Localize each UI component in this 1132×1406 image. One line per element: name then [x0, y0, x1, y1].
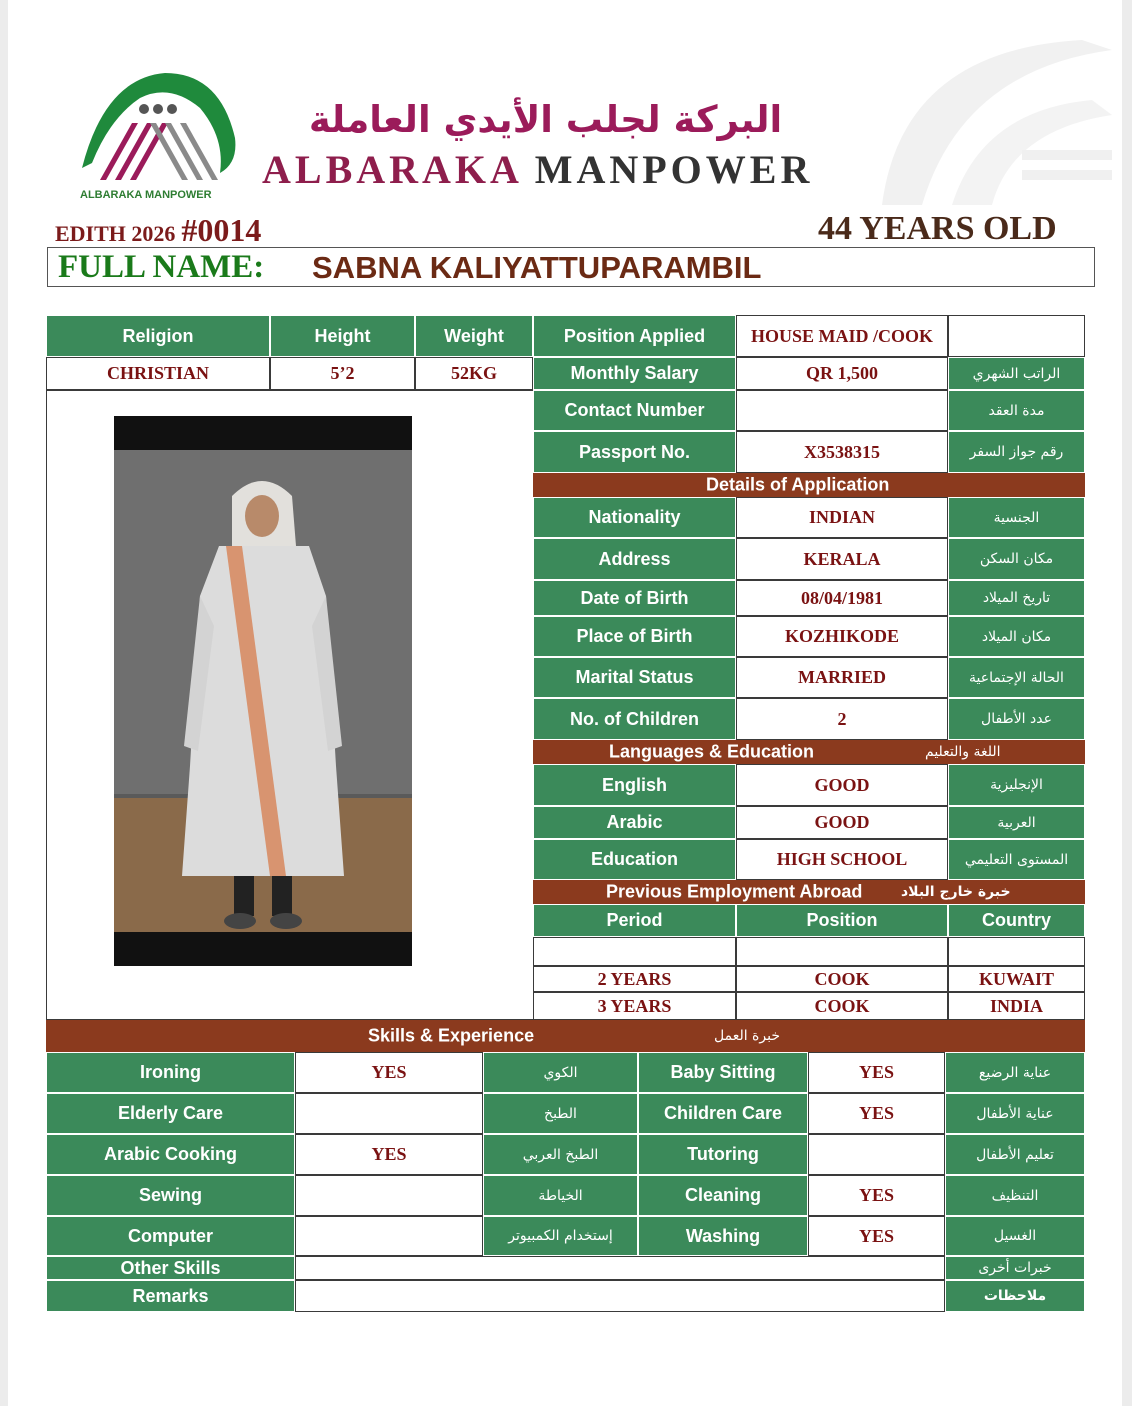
skill-sewing-label: Sewing	[46, 1175, 295, 1216]
employment-row-3-position: COOK	[736, 992, 948, 1020]
skill-baby-sitting-label: Baby Sitting	[638, 1052, 808, 1093]
address-value: KERALA	[736, 538, 948, 580]
nationality-value: INDIAN	[736, 497, 948, 538]
skills-section-header: Skills & Experience خبرة العمل	[46, 1020, 1085, 1052]
employment-row-1-position	[736, 937, 948, 966]
marital-status-arabic: الحالة الإجتماعية	[948, 657, 1085, 698]
height-header: Height	[270, 315, 415, 357]
remarks-arabic: ملاحظات	[945, 1280, 1085, 1312]
employment-row-3-country: INDIA	[948, 992, 1085, 1020]
company-arabic-name: البركة لجلب الأيدي العاملة	[308, 98, 783, 141]
address-arabic: مكان السكن	[948, 538, 1085, 580]
skill-cleaning-value: YES	[808, 1175, 945, 1216]
skill-tutoring-value	[808, 1134, 945, 1175]
skill-sewing-value	[295, 1175, 483, 1216]
skill-ironing-label: Ironing	[46, 1052, 295, 1093]
place-of-birth-arabic: مكان الميلاد	[948, 616, 1085, 657]
employment-row-1-period	[533, 937, 736, 966]
full-name-value: SABNA KALIYATTUPARAMBIL	[312, 250, 762, 285]
details-section-header: Details of Application	[533, 473, 1085, 497]
weight-value: 52KG	[415, 357, 533, 390]
children-arabic: عدد الأطفال	[948, 698, 1085, 740]
skill-computer-label: Computer	[46, 1216, 295, 1256]
skill-children-care-value: YES	[808, 1093, 945, 1134]
marital-status-label: Marital Status	[533, 657, 736, 698]
contact-number-label: Contact Number	[533, 390, 736, 431]
skill-arabic-cooking-arabic: الطبخ العربي	[483, 1134, 638, 1175]
languages-section-header: Languages & Education اللغة والتعليم	[533, 740, 1085, 764]
passport-label: Passport No.	[533, 431, 736, 473]
full-name-label: FULL NAME:	[58, 249, 265, 285]
skill-computer-value	[295, 1216, 483, 1256]
skill-ironing-arabic: الكوي	[483, 1052, 638, 1093]
english-label: English	[533, 764, 736, 806]
employment-row-3-period: 3 YEARS	[533, 992, 736, 1020]
weight-header: Weight	[415, 315, 533, 357]
candidate-photo	[114, 416, 412, 970]
english-arabic: الإنجليزية	[948, 764, 1085, 806]
place-of-birth-value: KOZHIKODE	[736, 616, 948, 657]
skill-tutoring-arabic: تعليم الأطفال	[945, 1134, 1085, 1175]
employment-section-header: Previous Employment Abroad خبرة خارج البلاد	[533, 880, 1085, 904]
position-applied-value: HOUSE MAID /COOK	[736, 315, 948, 357]
other-skills-label: Other Skills	[46, 1256, 295, 1280]
skill-cleaning-arabic: التنظيف	[945, 1175, 1085, 1216]
skill-elderly-care-value	[295, 1093, 483, 1134]
employment-row-2-position: COOK	[736, 966, 948, 992]
education-value: HIGH SCHOOL	[736, 839, 948, 880]
english-value: GOOD	[736, 764, 948, 806]
page-edge-left	[0, 0, 8, 1406]
watermark-logo	[842, 30, 1122, 210]
company-logo	[70, 68, 245, 208]
other-skills-arabic: خبرات أخرى	[945, 1256, 1085, 1280]
monthly-salary-value: QR 1,500	[736, 357, 948, 390]
employment-row-2-period: 2 YEARS	[533, 966, 736, 992]
education-label: Education	[533, 839, 736, 880]
monthly-salary-label: Monthly Salary	[533, 357, 736, 390]
address-label: Address	[533, 538, 736, 580]
skill-baby-sitting-value: YES	[808, 1052, 945, 1093]
height-value: 5’2	[270, 357, 415, 390]
remarks-label: Remarks	[46, 1280, 295, 1312]
arabic-language-label: Arabic	[533, 806, 736, 839]
contact-number-arabic: مدة العقد	[948, 390, 1085, 431]
skill-computer-arabic: إستخدام الكمبيوتر	[483, 1216, 638, 1256]
arabic-language-value: GOOD	[736, 806, 948, 839]
date-of-birth-label: Date of Birth	[533, 580, 736, 616]
skill-tutoring-label: Tutoring	[638, 1134, 808, 1175]
company-english-name: ALBARAKA MANPOWER	[262, 147, 814, 192]
employment-row-2-country: KUWAIT	[948, 966, 1085, 992]
skill-arabic-cooking-value: YES	[295, 1134, 483, 1175]
religion-value: CHRISTIAN	[46, 357, 270, 390]
contact-number-value	[736, 390, 948, 431]
edition-number: EDITH 2026 #0014	[55, 212, 262, 248]
age-label: 44 YEARS OLD	[818, 210, 1057, 247]
skill-cleaning-label: Cleaning	[638, 1175, 808, 1216]
remarks-value	[295, 1280, 945, 1312]
full-name-box	[47, 247, 1095, 287]
passport-value: X3538315	[736, 431, 948, 473]
logo-caption: ALBARAKA MANPOWER	[80, 189, 212, 201]
skill-washing-label: Washing	[638, 1216, 808, 1256]
skill-baby-sitting-arabic: عناية الرضيع	[945, 1052, 1085, 1093]
country-header: Country	[948, 904, 1085, 937]
skill-children-care-label: Children Care	[638, 1093, 808, 1134]
religion-header: Religion	[46, 315, 270, 357]
period-header: Period	[533, 904, 736, 937]
monthly-salary-arabic: الراتب الشهري	[948, 357, 1085, 390]
skill-children-care-arabic: عناية الأطفال	[945, 1093, 1085, 1134]
date-of-birth-value: 08/04/1981	[736, 580, 948, 616]
skill-elderly-care-arabic: الطبخ	[483, 1093, 638, 1134]
place-of-birth-label: Place of Birth	[533, 616, 736, 657]
skill-elderly-care-label: Elderly Care	[46, 1093, 295, 1134]
nationality-label: Nationality	[533, 497, 736, 538]
arabic-language-arabic: العربية	[948, 806, 1085, 839]
position-header: Position	[736, 904, 948, 937]
position-applied-label: Position Applied	[533, 315, 736, 357]
children-label: No. of Children	[533, 698, 736, 740]
position-applied-arabic	[948, 315, 1085, 357]
skill-arabic-cooking-label: Arabic Cooking	[46, 1134, 295, 1175]
education-arabic: المستوى التعليمي	[948, 839, 1085, 880]
employment-row-1-country	[948, 937, 1085, 966]
page-edge-right	[1122, 0, 1132, 1406]
date-of-birth-arabic: تاريخ الميلاد	[948, 580, 1085, 616]
other-skills-value	[295, 1256, 945, 1280]
passport-arabic: رقم جواز السفر	[948, 431, 1085, 473]
nationality-arabic: الجنسية	[948, 497, 1085, 538]
skill-washing-value: YES	[808, 1216, 945, 1256]
marital-status-value: MARRIED	[736, 657, 948, 698]
skill-ironing-value: YES	[295, 1052, 483, 1093]
skill-washing-arabic: الغسيل	[945, 1216, 1085, 1256]
skill-sewing-arabic: الخياطة	[483, 1175, 638, 1216]
children-value: 2	[736, 698, 948, 740]
